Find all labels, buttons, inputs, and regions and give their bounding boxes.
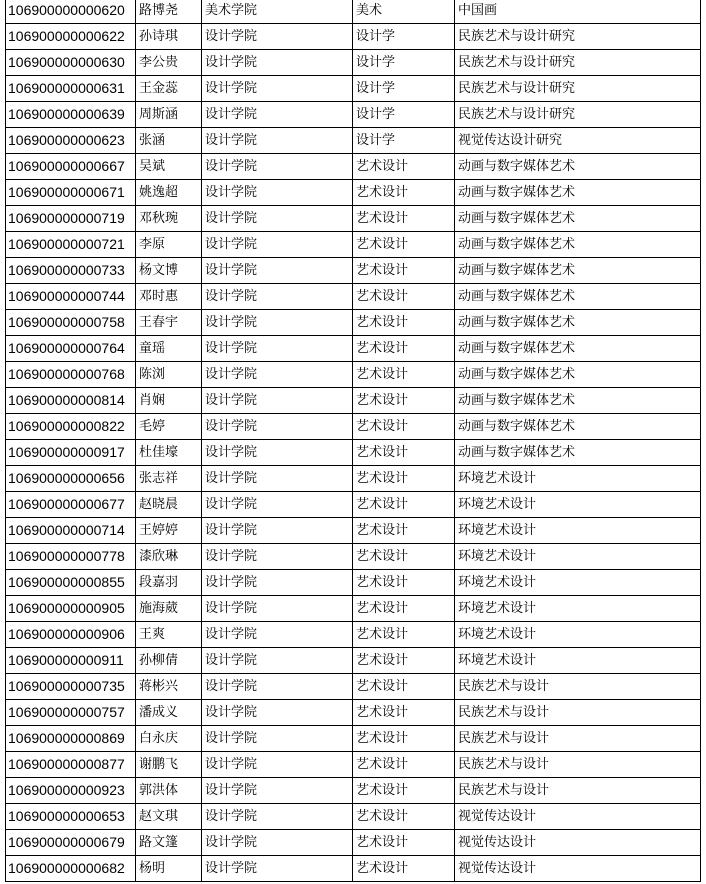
major-cell: 艺术设计 [353,310,455,336]
major-cell: 艺术设计 [353,648,455,674]
college-cell: 设计学院 [202,258,353,284]
student-name-cell: 杨文博 [136,258,202,284]
research-direction-cell: 动画与数字媒体艺术 [455,154,701,180]
student-name-cell: 路博尧 [136,0,202,24]
college-cell: 设计学院 [202,206,353,232]
major-cell: 艺术设计 [353,674,455,700]
research-direction-cell: 动画与数字媒体艺术 [455,414,701,440]
table-row [6,362,701,388]
major-cell: 艺术设计 [353,336,455,362]
major-cell: 设计学 [353,128,455,154]
research-direction-cell: 动画与数字媒体艺术 [455,232,701,258]
table-row [6,596,701,622]
major-cell: 艺术设计 [353,388,455,414]
candidate-id-cell: 106900000000822 [6,414,136,440]
table-row [6,570,701,596]
candidate-id-cell: 106900000000758 [6,310,136,336]
candidate-id-cell: 106900000000917 [6,440,136,466]
table-row [6,154,701,180]
table-row [6,258,701,284]
research-direction-cell: 视觉传达设计 [455,804,701,830]
candidate-id-cell: 106900000000735 [6,674,136,700]
admission-table [5,0,701,882]
research-direction-cell: 环境艺术设计 [455,544,701,570]
candidate-id-cell: 106900000000733 [6,258,136,284]
candidate-id-cell: 106900000000656 [6,466,136,492]
college-cell: 设计学院 [202,856,353,882]
college-cell: 设计学院 [202,154,353,180]
candidate-id-cell: 106900000000630 [6,50,136,76]
college-cell: 设计学院 [202,622,353,648]
student-name-cell: 郭洪体 [136,778,202,804]
major-cell: 艺术设计 [353,180,455,206]
candidate-id-cell: 106900000000682 [6,856,136,882]
table-row [6,544,701,570]
research-direction-cell: 动画与数字媒体艺术 [455,440,701,466]
table-row [6,674,701,700]
major-cell: 美术 [353,0,455,24]
student-name-cell: 肖娴 [136,388,202,414]
student-name-cell: 漆欣琳 [136,544,202,570]
major-cell: 艺术设计 [353,596,455,622]
student-name-cell: 毛婷 [136,414,202,440]
table-row [6,232,701,258]
major-cell: 艺术设计 [353,544,455,570]
candidate-id-cell: 106900000000768 [6,362,136,388]
major-cell: 艺术设计 [353,206,455,232]
college-cell: 设计学院 [202,830,353,856]
research-direction-cell: 环境艺术设计 [455,622,701,648]
candidate-id-cell: 106900000000677 [6,492,136,518]
research-direction-cell: 动画与数字媒体艺术 [455,362,701,388]
college-cell: 设计学院 [202,388,353,414]
college-cell: 设计学院 [202,128,353,154]
major-cell: 艺术设计 [353,856,455,882]
student-name-cell: 白永庆 [136,726,202,752]
research-direction-cell: 动画与数字媒体艺术 [455,206,701,232]
student-name-cell: 蒋彬兴 [136,674,202,700]
student-name-cell: 赵晓晨 [136,492,202,518]
research-direction-cell: 民族艺术与设计 [455,700,701,726]
college-cell: 设计学院 [202,492,353,518]
candidate-id-cell: 106900000000764 [6,336,136,362]
major-cell: 艺术设计 [353,466,455,492]
major-cell: 艺术设计 [353,284,455,310]
candidate-id-cell: 106900000000639 [6,102,136,128]
college-cell: 美术学院 [202,0,353,24]
college-cell: 设计学院 [202,596,353,622]
student-name-cell: 张涵 [136,128,202,154]
table-body [6,0,701,882]
table-row [6,778,701,804]
candidate-id-cell: 106900000000623 [6,128,136,154]
college-cell: 设计学院 [202,232,353,258]
candidate-id-cell: 106900000000905 [6,596,136,622]
student-name-cell: 童瑶 [136,336,202,362]
table-row [6,414,701,440]
major-cell: 艺术设计 [353,258,455,284]
student-name-cell: 王春宇 [136,310,202,336]
table-row [6,856,701,882]
table-row [6,206,701,232]
major-cell: 设计学 [353,24,455,50]
candidate-id-cell: 106900000000667 [6,154,136,180]
college-cell: 设计学院 [202,674,353,700]
student-name-cell: 孙诗琪 [136,24,202,50]
college-cell: 设计学院 [202,518,353,544]
major-cell: 设计学 [353,76,455,102]
candidate-id-cell: 106900000000721 [6,232,136,258]
major-cell: 艺术设计 [353,778,455,804]
table-row [6,0,701,24]
table-row [6,180,701,206]
student-name-cell: 段嘉羽 [136,570,202,596]
table-row [6,726,701,752]
student-name-cell: 孙柳倩 [136,648,202,674]
research-direction-cell: 视觉传达设计 [455,856,701,882]
student-name-cell: 邓秋琬 [136,206,202,232]
major-cell: 艺术设计 [353,622,455,648]
student-name-cell: 施海葳 [136,596,202,622]
table-row [6,310,701,336]
research-direction-cell: 动画与数字媒体艺术 [455,310,701,336]
college-cell: 设计学院 [202,466,353,492]
table-row [6,128,701,154]
college-cell: 设计学院 [202,336,353,362]
college-cell: 设计学院 [202,440,353,466]
major-cell: 艺术设计 [353,440,455,466]
candidate-id-cell: 106900000000855 [6,570,136,596]
major-cell: 艺术设计 [353,570,455,596]
major-cell: 艺术设计 [353,518,455,544]
research-direction-cell: 环境艺术设计 [455,570,701,596]
major-cell: 艺术设计 [353,700,455,726]
table-row [6,492,701,518]
table-row [6,804,701,830]
table-row [6,752,701,778]
research-direction-cell: 中国画 [455,0,701,24]
student-name-cell: 周斯涵 [136,102,202,128]
student-name-cell: 潘成义 [136,700,202,726]
table-row [6,50,701,76]
student-name-cell: 陈浏 [136,362,202,388]
table-row [6,24,701,50]
college-cell: 设计学院 [202,310,353,336]
student-name-cell: 赵文琪 [136,804,202,830]
college-cell: 设计学院 [202,414,353,440]
student-name-cell: 吴斌 [136,154,202,180]
college-cell: 设计学院 [202,700,353,726]
table-row [6,700,701,726]
table-row [6,336,701,362]
research-direction-cell: 环境艺术设计 [455,518,701,544]
table-row [6,76,701,102]
research-direction-cell: 动画与数字媒体艺术 [455,258,701,284]
candidate-id-cell: 106900000000877 [6,752,136,778]
research-direction-cell: 民族艺术与设计 [455,726,701,752]
student-name-cell: 邓时惠 [136,284,202,310]
research-direction-cell: 民族艺术与设计 [455,778,701,804]
research-direction-cell: 环境艺术设计 [455,596,701,622]
table-row [6,622,701,648]
major-cell: 艺术设计 [353,362,455,388]
candidate-id-cell: 106900000000622 [6,24,136,50]
college-cell: 设计学院 [202,24,353,50]
college-cell: 设计学院 [202,180,353,206]
major-cell: 艺术设计 [353,804,455,830]
candidate-id-cell: 106900000000631 [6,76,136,102]
major-cell: 设计学 [353,102,455,128]
student-name-cell: 杨明 [136,856,202,882]
candidate-id-cell: 106900000000671 [6,180,136,206]
candidate-id-cell: 106900000000620 [6,0,136,24]
major-cell: 艺术设计 [353,752,455,778]
candidate-id-cell: 106900000000906 [6,622,136,648]
research-direction-cell: 动画与数字媒体艺术 [455,180,701,206]
candidate-id-cell: 106900000000719 [6,206,136,232]
table-row [6,518,701,544]
college-cell: 设计学院 [202,284,353,310]
research-direction-cell: 环境艺术设计 [455,492,701,518]
major-cell: 设计学 [353,50,455,76]
college-cell: 设计学院 [202,752,353,778]
candidate-id-cell: 106900000000679 [6,830,136,856]
research-direction-cell: 民族艺术与设计研究 [455,102,701,128]
research-direction-cell: 动画与数字媒体艺术 [455,336,701,362]
research-direction-cell: 动画与数字媒体艺术 [455,284,701,310]
student-name-cell: 李原 [136,232,202,258]
student-name-cell: 王爽 [136,622,202,648]
research-direction-cell: 视觉传达设计研究 [455,128,701,154]
research-direction-cell: 民族艺术与设计 [455,674,701,700]
research-direction-cell: 民族艺术与设计研究 [455,24,701,50]
candidate-id-cell: 106900000000744 [6,284,136,310]
research-direction-cell: 环境艺术设计 [455,466,701,492]
research-direction-cell: 民族艺术与设计研究 [455,50,701,76]
table-row [6,440,701,466]
research-direction-cell: 动画与数字媒体艺术 [455,388,701,414]
candidate-id-cell: 106900000000757 [6,700,136,726]
student-name-cell: 谢鹏飞 [136,752,202,778]
table-row [6,388,701,414]
college-cell: 设计学院 [202,362,353,388]
college-cell: 设计学院 [202,544,353,570]
college-cell: 设计学院 [202,804,353,830]
student-name-cell: 李公贵 [136,50,202,76]
college-cell: 设计学院 [202,648,353,674]
major-cell: 艺术设计 [353,232,455,258]
student-name-cell: 张志祥 [136,466,202,492]
college-cell: 设计学院 [202,778,353,804]
candidate-id-cell: 106900000000911 [6,648,136,674]
college-cell: 设计学院 [202,102,353,128]
major-cell: 艺术设计 [353,154,455,180]
research-direction-cell: 民族艺术与设计研究 [455,76,701,102]
candidate-id-cell: 106900000000714 [6,518,136,544]
major-cell: 艺术设计 [353,726,455,752]
student-name-cell: 杜佳壕 [136,440,202,466]
candidate-id-cell: 106900000000814 [6,388,136,414]
candidate-id-cell: 106900000000923 [6,778,136,804]
table-row [6,466,701,492]
candidate-id-cell: 106900000000778 [6,544,136,570]
student-name-cell: 姚逸超 [136,180,202,206]
table-row [6,648,701,674]
research-direction-cell: 民族艺术与设计 [455,752,701,778]
table-row [6,830,701,856]
candidate-id-cell: 106900000000653 [6,804,136,830]
student-name-cell: 王婷婷 [136,518,202,544]
research-direction-cell: 视觉传达设计 [455,830,701,856]
major-cell: 艺术设计 [353,414,455,440]
college-cell: 设计学院 [202,76,353,102]
student-name-cell: 路文篷 [136,830,202,856]
college-cell: 设计学院 [202,50,353,76]
table-row [6,284,701,310]
major-cell: 艺术设计 [353,830,455,856]
college-cell: 设计学院 [202,570,353,596]
student-name-cell: 王金蕊 [136,76,202,102]
major-cell: 艺术设计 [353,492,455,518]
college-cell: 设计学院 [202,726,353,752]
table-row [6,102,701,128]
candidate-id-cell: 106900000000869 [6,726,136,752]
research-direction-cell: 环境艺术设计 [455,648,701,674]
